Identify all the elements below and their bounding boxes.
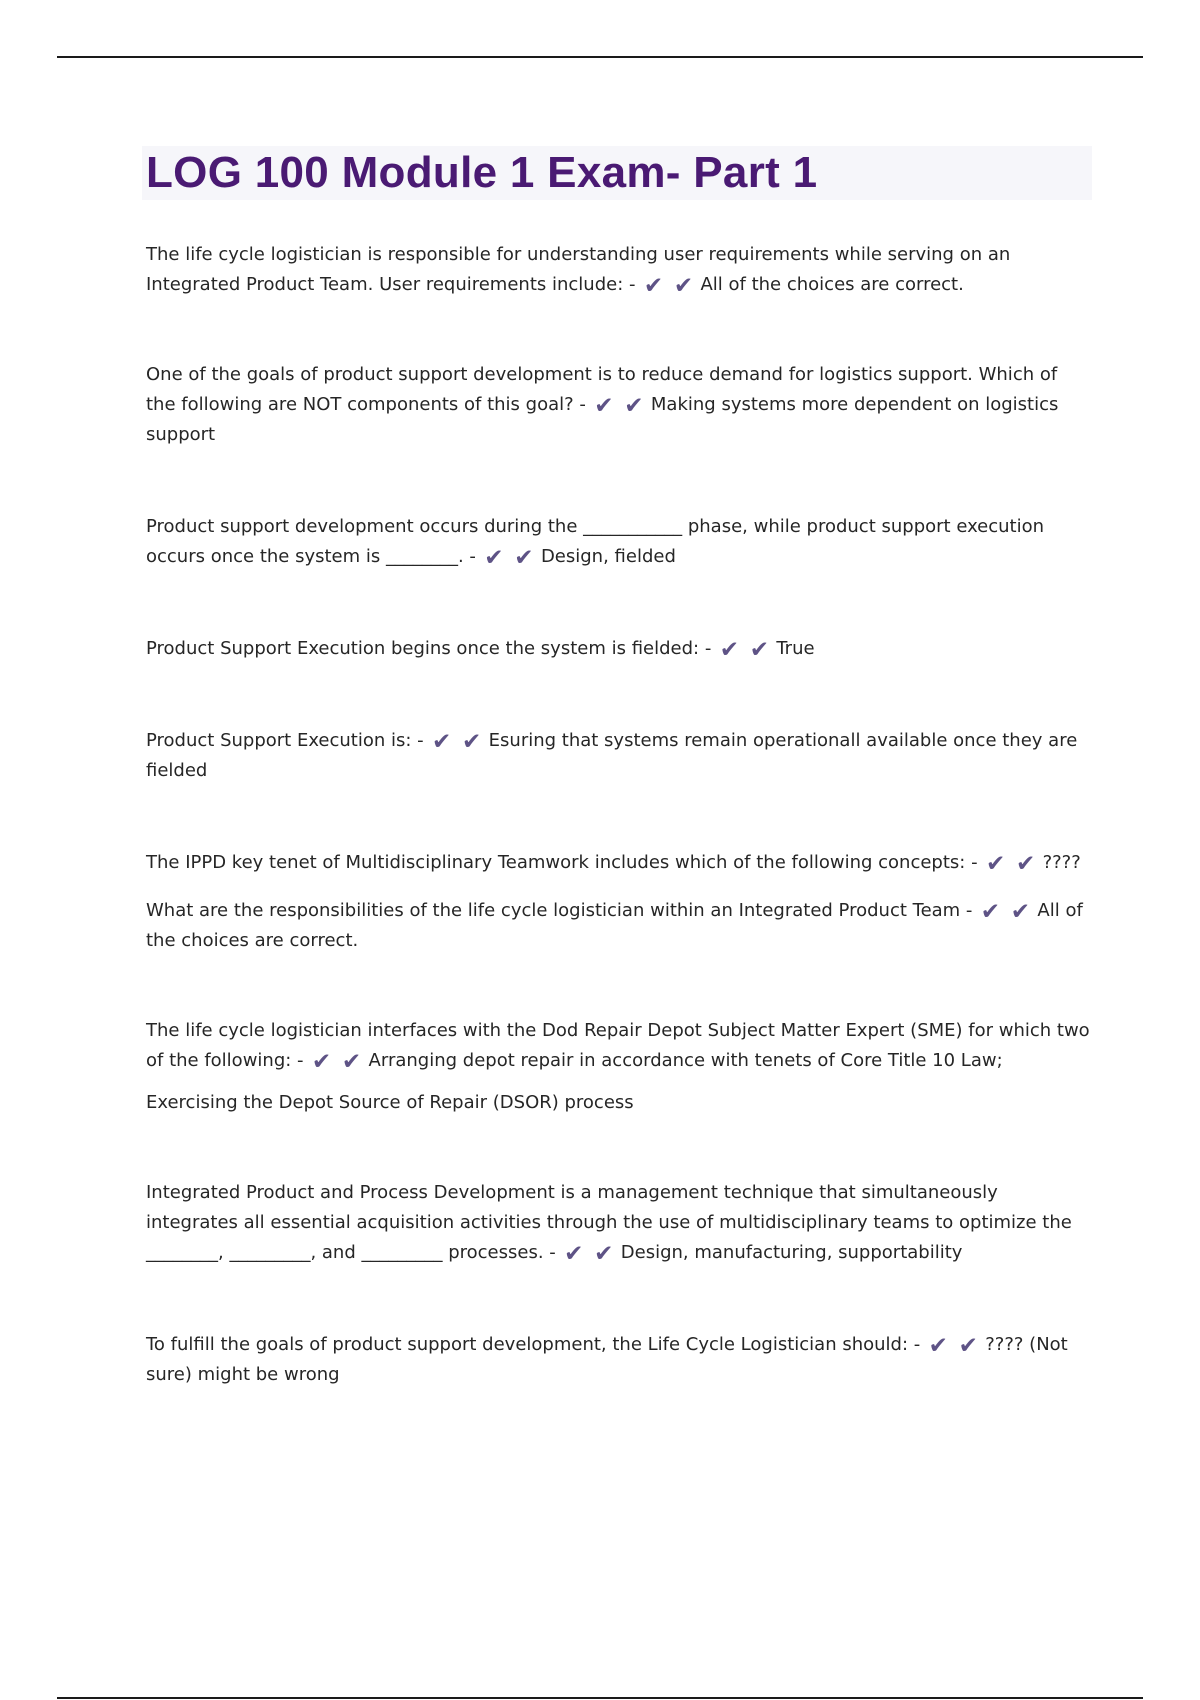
qa-item xyxy=(146,848,1092,878)
question-text: Integrated Product and Process Development is a management technique that simultaneously integrates all essential acquisition activities through the use of multidisciplinary teams to optimize the ________, _________, and _________ processes. - xyxy=(146,1182,1072,1263)
answer-text: Arranging depot repair in accordance with tenets of Core Title 10 Law; xyxy=(368,1050,1003,1071)
check-icon: ✔ xyxy=(749,637,769,663)
check-icon: ✔ xyxy=(484,545,504,571)
check-icon: ✔ xyxy=(985,851,1006,877)
qa-item xyxy=(146,1330,1092,1390)
check-icon: ✔ xyxy=(1015,851,1036,877)
answer-marker xyxy=(982,852,1040,876)
document-body xyxy=(146,146,1092,1390)
qa-item xyxy=(146,634,1092,664)
answer-text: ???? (Not sure) might be wrong xyxy=(146,1334,1068,1385)
question-text: One of the goals of product support development is to reduce demand for logistics support. Which of the following are NOT components of this goal? - xyxy=(146,364,1058,415)
answer-marker xyxy=(976,900,1034,924)
answer-marker xyxy=(428,730,486,754)
check-icon: ✔ xyxy=(958,1333,978,1359)
answer-text: True xyxy=(776,638,815,659)
answer-text: Esuring that systems remain operationall available once they are fielded xyxy=(146,730,1078,781)
check-icon: ✔ xyxy=(311,1049,332,1075)
check-icon: ✔ xyxy=(928,1333,948,1359)
check-icon: ✔ xyxy=(341,1049,362,1075)
question-text: Product Support Execution begins once the system is fielded: - xyxy=(146,638,712,659)
bottom-rule xyxy=(57,1697,1143,1699)
answer-marker xyxy=(308,1050,366,1074)
qa-item xyxy=(146,1178,1092,1268)
answer-continuation: Exercising the Depot Source of Repair (DSOR) process xyxy=(146,1092,634,1113)
check-icon: ✔ xyxy=(594,393,614,419)
answer-text: Making systems more dependent on logistics support xyxy=(146,394,1059,445)
qa-item xyxy=(146,360,1092,450)
answer-marker xyxy=(715,638,773,662)
title-band xyxy=(142,146,1092,200)
check-icon: ✔ xyxy=(719,637,739,663)
check-icon: ✔ xyxy=(564,1241,584,1267)
qa-item xyxy=(146,512,1092,572)
check-icon: ✔ xyxy=(1010,899,1031,925)
check-icon: ✔ xyxy=(432,729,452,755)
qa-item xyxy=(146,896,1092,956)
check-icon: ✔ xyxy=(673,273,694,299)
answer-marker xyxy=(924,1334,982,1358)
document-title: LOG 100 Module 1 Exam- Part 1 xyxy=(146,148,818,197)
question-text: The life cycle logistician interfaces with the Dod Repair Depot Subject Matter Expert (SME) for which two of the following: - xyxy=(146,1020,1090,1071)
check-icon: ✔ xyxy=(594,1241,614,1267)
question-text: What are the responsibilities of the life cycle logistician within an Integrated Product Team - xyxy=(146,900,973,921)
qa-item xyxy=(146,1016,1092,1076)
check-icon: ✔ xyxy=(643,273,664,299)
qa-item xyxy=(146,726,1092,786)
qa-item xyxy=(146,240,1092,300)
question-text: Product Support Execution is: - xyxy=(146,730,424,751)
answer-marker xyxy=(480,546,538,570)
question-text: To fulfill the goals of product support development, the Life Cycle Logistician should: - xyxy=(146,1334,921,1355)
answer-text: Design, fielded xyxy=(540,546,676,567)
answer-marker xyxy=(590,394,648,418)
answer-marker xyxy=(639,274,697,298)
question-text: The life cycle logistician is responsible for understanding user requirements while serving on an Integrated Product Team. User requirements include: - xyxy=(146,244,1011,295)
check-icon: ✔ xyxy=(624,393,644,419)
answer-text: All of the choices are correct. xyxy=(146,900,1083,951)
check-icon: ✔ xyxy=(514,545,534,571)
check-icon: ✔ xyxy=(980,899,1001,925)
answer-text: Design, manufacturing, supportability xyxy=(620,1242,963,1263)
qa-list xyxy=(146,240,1092,1390)
answer-text: ???? xyxy=(1042,852,1081,873)
answer-text: All of the choices are correct. xyxy=(700,274,964,295)
answer-marker xyxy=(560,1242,618,1266)
check-icon: ✔ xyxy=(462,729,482,755)
question-text: Product support development occurs during the ___________ phase, while product support execution occurs once the system is ________. - xyxy=(146,516,1045,567)
top-rule xyxy=(57,56,1143,58)
question-text: The IPPD key tenet of Multidisciplinary Teamwork includes which of the following concepts: - xyxy=(146,852,978,873)
